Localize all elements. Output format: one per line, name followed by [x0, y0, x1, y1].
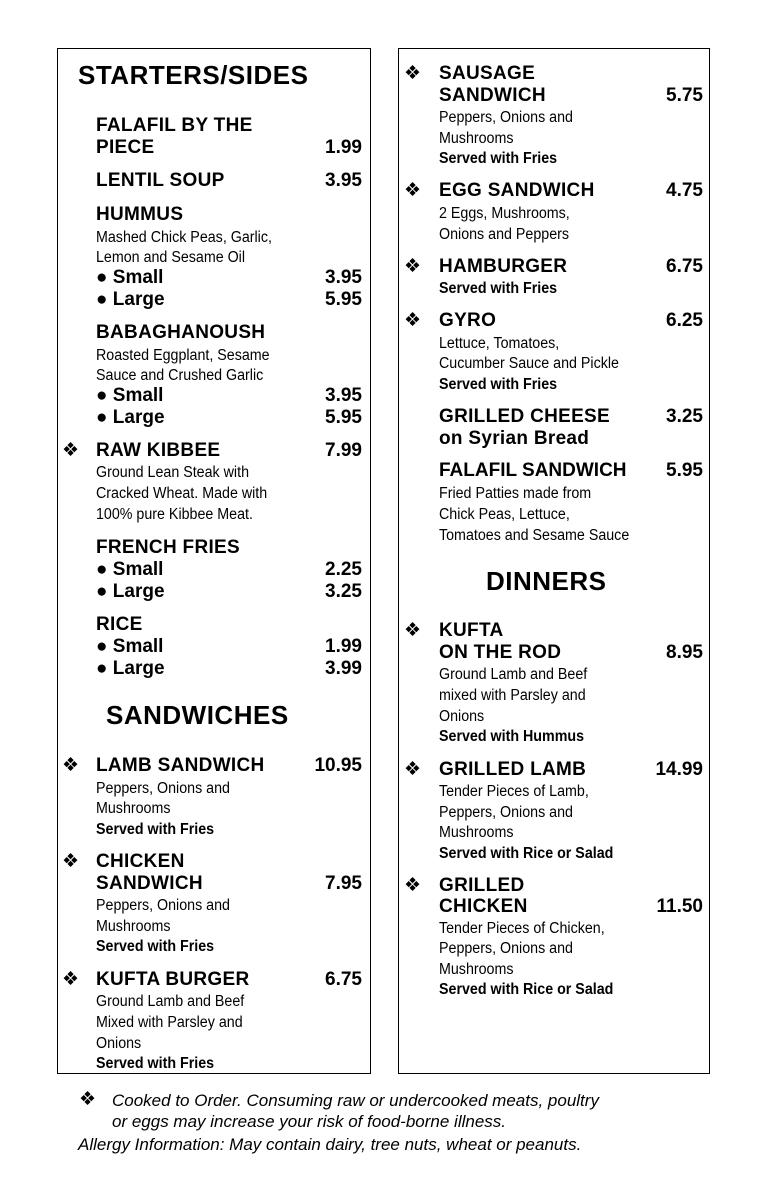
hamburger-price: 6.75: [666, 256, 703, 277]
rice-name: RICE: [96, 614, 143, 635]
lamb-sandwich-desc-2: Mushrooms: [96, 800, 171, 817]
diamond-bullet-icon: ❖: [404, 63, 422, 84]
falafil-sandwich-desc-1: Fried Patties made from: [439, 485, 592, 502]
diamond-bullet-icon: ❖: [404, 256, 422, 277]
babaghanoush-large-label: Large: [112, 407, 165, 428]
diamond-bullet-icon: ❖: [79, 1089, 97, 1110]
falafil-piece-price: 1.99: [325, 137, 362, 158]
diamond-bullet-icon: ❖: [62, 440, 80, 461]
diamond-bullet-icon: ❖: [62, 969, 80, 990]
dot-bullet-icon: ●: [96, 559, 108, 580]
babaghanoush-small-label: Small: [112, 385, 164, 406]
grilled-lamb-desc-3: Mushrooms: [439, 824, 514, 841]
falafil-piece-name-2: PIECE: [96, 137, 155, 158]
kufta-rod-name-2: ON THE ROD: [439, 642, 562, 663]
hummus-small-label: Small: [112, 267, 164, 288]
grilled-chicken-name-2: CHICKEN: [439, 896, 528, 917]
kufta-rod-desc-1: Ground Lamb and Beef: [439, 666, 588, 683]
egg-sandwich-desc-1: 2 Eggs, Mushrooms,: [439, 205, 570, 222]
grilled-chicken-desc-3: Mushrooms: [439, 961, 514, 978]
sausage-sandwich-price: 5.75: [666, 85, 703, 106]
falafil-sandwich-desc-3: Tomatoes and Sesame Sauce: [439, 527, 630, 544]
rice-large-price: 3.99: [325, 658, 362, 679]
french-fries-name: FRENCH FRIES: [96, 537, 240, 558]
chicken-sandwich-desc-2: Mushrooms: [96, 918, 171, 935]
rice-small-label: Small: [112, 636, 164, 657]
egg-sandwich-desc-2: Onions and Peppers: [439, 226, 570, 243]
lamb-sandwich-name: LAMB SANDWICH: [96, 755, 265, 776]
raw-kibbee-desc-2: Cracked Wheat. Made with: [96, 485, 268, 502]
lentil-soup-price: 3.95: [325, 170, 362, 191]
grilled-chicken-desc-2: Peppers, Onions and: [439, 940, 573, 957]
lamb-sandwich-served: Served with Fries: [96, 821, 215, 838]
diamond-bullet-icon: ❖: [404, 310, 422, 331]
babaghanoush-desc-2: Sauce and Crushed Garlic: [96, 367, 264, 384]
babaghanoush-large-row: [96, 407, 165, 429]
kufta-burger-name: KUFTA BURGER: [96, 969, 250, 990]
diamond-bullet-icon: ❖: [404, 759, 422, 780]
dot-bullet-icon: ●: [96, 385, 108, 406]
grilled-cheese-name-1: GRILLED CHEESE: [439, 406, 610, 427]
kufta-burger-desc-1: Ground Lamb and Beef: [96, 993, 245, 1010]
raw-kibbee-desc-1: Ground Lean Steak with: [96, 464, 250, 481]
sausage-sandwich-name-1: SAUSAGE: [439, 63, 536, 84]
gyro-price: 6.25: [666, 310, 703, 331]
hummus-large-price: 5.95: [325, 289, 362, 310]
hamburger-served: Served with Fries: [439, 280, 558, 297]
grilled-chicken-served: Served with Rice or Salad: [439, 981, 614, 998]
grilled-lamb-desc-2: Peppers, Onions and: [439, 804, 573, 821]
rice-large-label: Large: [112, 658, 165, 679]
rice-large-row: [96, 658, 165, 680]
babaghanoush-small-row: [96, 385, 163, 407]
fries-small-row: [96, 559, 163, 581]
babaghanoush-desc-1: Roasted Eggplant, Sesame: [96, 347, 270, 364]
lamb-sandwich-desc-1: Peppers, Onions and: [96, 780, 230, 797]
diamond-bullet-icon: ❖: [62, 755, 80, 776]
diamond-bullet-icon: ❖: [404, 620, 422, 641]
grilled-chicken-price: 11.50: [656, 896, 703, 917]
raw-kibbee-price: 7.99: [325, 440, 362, 461]
grilled-cheese-price: 3.25: [666, 406, 703, 427]
grilled-lamb-desc-1: Tender Pieces of Lamb,: [439, 783, 589, 800]
footer-allergy-line: Allergy Information: May contain dairy, tree nuts, wheat or peanuts.: [78, 1135, 582, 1154]
gyro-served: Served with Fries: [439, 376, 558, 393]
footer-warning-line-2: or eggs may increase your risk of food-borne illness.: [112, 1112, 507, 1131]
babaghanoush-small-price: 3.95: [325, 385, 362, 406]
kufta-rod-name-1: KUFTA: [439, 620, 504, 641]
kufta-burger-served: Served with Fries: [96, 1055, 215, 1072]
fries-small-label: Small: [112, 559, 164, 580]
sausage-sandwich-name-2: SANDWICH: [439, 85, 546, 106]
grilled-lamb-price: 14.99: [655, 759, 703, 780]
diamond-bullet-icon: ❖: [62, 851, 80, 872]
fries-large-row: [96, 581, 165, 603]
babaghanoush-name: BABAGHANOUSH: [96, 322, 266, 343]
sandwiches-title: SANDWICHES: [106, 700, 289, 730]
egg-sandwich-name: EGG SANDWICH: [439, 180, 595, 201]
dot-bullet-icon: ●: [96, 407, 108, 428]
raw-kibbee-name: RAW KIBBEE: [96, 440, 221, 461]
gyro-desc-2: Cucumber Sauce and Pickle: [439, 355, 619, 372]
starters-title: STARTERS/SIDES: [78, 60, 309, 90]
dot-bullet-icon: ●: [96, 658, 108, 679]
hummus-desc-1: Mashed Chick Peas, Garlic,: [96, 229, 272, 246]
kufta-rod-price: 8.95: [666, 642, 703, 663]
egg-sandwich-price: 4.75: [666, 180, 703, 201]
hummus-large-label: Large: [112, 289, 165, 310]
dinners-title: DINNERS: [486, 566, 607, 596]
dot-bullet-icon: ●: [96, 581, 108, 602]
grilled-lamb-served: Served with Rice or Salad: [439, 845, 614, 862]
chicken-sandwich-price: 7.95: [325, 873, 362, 894]
hummus-desc-2: Lemon and Sesame Oil: [96, 249, 246, 266]
rice-small-row: [96, 636, 163, 658]
falafil-piece-name-1: FALAFIL BY THE: [96, 115, 253, 136]
hummus-small-row: [96, 267, 163, 289]
chicken-sandwich-name-2: SANDWICH: [96, 873, 203, 894]
lentil-soup-name: LENTIL SOUP: [96, 170, 225, 191]
footer-warning-line-1: Cooked to Order. Consuming raw or undercooked meats, poultry: [112, 1091, 599, 1110]
diamond-bullet-icon: ❖: [404, 180, 422, 201]
kufta-burger-desc-3: Onions: [96, 1035, 142, 1052]
rice-small-price: 1.99: [325, 636, 362, 657]
falafil-sandwich-desc-2: Chick Peas, Lettuce,: [439, 506, 570, 523]
kufta-burger-price: 6.75: [325, 969, 362, 990]
fries-small-price: 2.25: [325, 559, 362, 580]
kufta-rod-desc-3: Onions: [439, 708, 485, 725]
grilled-chicken-desc-1: Tender Pieces of Chicken,: [439, 920, 605, 937]
raw-kibbee-desc-3: 100% pure Kibbee Meat.: [96, 506, 253, 523]
grilled-chicken-name-1: GRILLED: [439, 875, 525, 896]
hamburger-name: HAMBURGER: [439, 256, 568, 277]
kufta-burger-desc-2: Mixed with Parsley and: [96, 1014, 243, 1031]
babaghanoush-large-price: 5.95: [325, 407, 362, 428]
dot-bullet-icon: ●: [96, 289, 108, 310]
kufta-rod-desc-2: mixed with Parsley and: [439, 687, 586, 704]
chicken-sandwich-served: Served with Fries: [96, 938, 215, 955]
dot-bullet-icon: ●: [96, 267, 108, 288]
gyro-desc-1: Lettuce, Tomatoes,: [439, 335, 560, 352]
sausage-sandwich-served: Served with Fries: [439, 150, 558, 167]
grilled-lamb-name: GRILLED LAMB: [439, 759, 587, 780]
kufta-rod-served: Served with Hummus: [439, 728, 585, 745]
hummus-small-price: 3.95: [325, 267, 362, 288]
diamond-bullet-icon: ❖: [404, 875, 422, 896]
gyro-name: GYRO: [439, 310, 497, 331]
chicken-sandwich-desc-1: Peppers, Onions and: [96, 897, 230, 914]
lamb-sandwich-price: 10.95: [314, 755, 362, 776]
hummus-name: HUMMUS: [96, 204, 184, 225]
falafil-sandwich-price: 5.95: [666, 460, 703, 481]
fries-large-label: Large: [112, 581, 165, 602]
hummus-large-row: [96, 289, 165, 311]
sausage-sandwich-desc-1: Peppers, Onions and: [439, 109, 573, 126]
falafil-sandwich-name: FALAFIL SANDWICH: [439, 460, 627, 481]
fries-large-price: 3.25: [325, 581, 362, 602]
grilled-cheese-name-2: on Syrian Bread: [439, 428, 590, 449]
chicken-sandwich-name-1: CHICKEN: [96, 851, 185, 872]
sausage-sandwich-desc-2: Mushrooms: [439, 130, 514, 147]
dot-bullet-icon: ●: [96, 636, 108, 657]
